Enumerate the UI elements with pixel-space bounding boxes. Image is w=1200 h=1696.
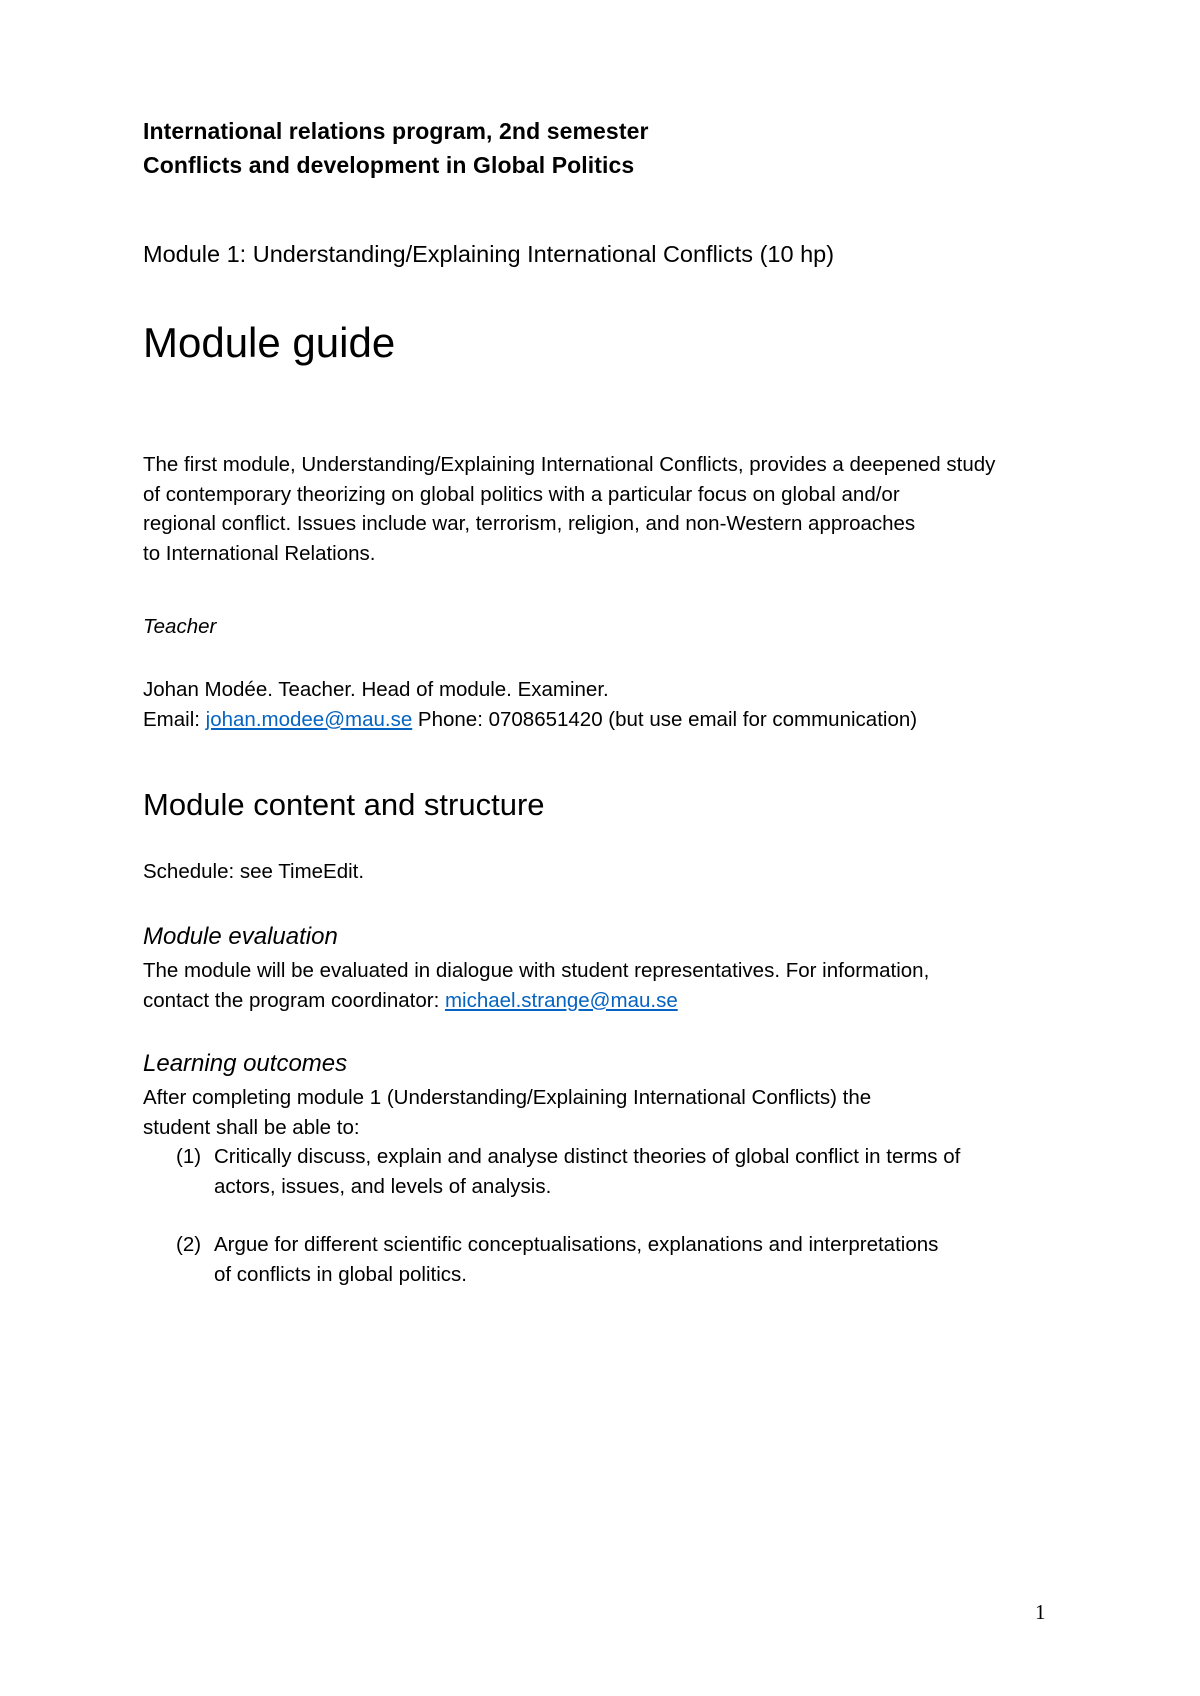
teacher-description: Johan Modée. Teacher. Head of module. Examiner. bbox=[143, 678, 609, 701]
intro-line: of contemporary theorizing on global politics with a particular focus on global and/or bbox=[143, 482, 900, 506]
evaluation-line bbox=[143, 986, 1093, 1016]
outcome-number: (2) bbox=[176, 1233, 202, 1256]
evaluation-heading: Module evaluation bbox=[143, 923, 338, 950]
schedule-text: Schedule: see TimeEdit. bbox=[143, 860, 365, 883]
outcome-text: actors, issues, and levels of analysis. bbox=[214, 1174, 552, 1198]
outcomes-intro-line: After completing module 1 (Understanding/Explaining International Conflicts) the bbox=[143, 1086, 872, 1109]
program-heading bbox=[143, 114, 649, 182]
course-line: Conflicts and development in Global Politics bbox=[143, 152, 635, 178]
teacher-info bbox=[143, 675, 1093, 734]
intro-line: The first module, Understanding/Explaining International Conflicts, provides a deepened study bbox=[143, 453, 996, 476]
intro-paragraph bbox=[143, 450, 1093, 568]
module-line: Module 1: Understanding/Explaining International Conflicts (10 hp) bbox=[143, 241, 835, 267]
content-heading: Module content and structure bbox=[143, 787, 545, 822]
page-title: Module guide bbox=[143, 319, 396, 366]
teacher-contact bbox=[143, 705, 1093, 735]
evaluation-line: The module will be evaluated in dialogue with student representatives. For information, bbox=[143, 959, 930, 982]
program-line: International relations program, 2nd semester bbox=[143, 118, 649, 144]
coordinator-prefix: contact the program coordinator: bbox=[143, 988, 445, 1012]
phone-text: Phone: 0708651420 (but use email for communication) bbox=[412, 707, 918, 731]
list-item bbox=[176, 1142, 1091, 1201]
outcome-number: (1) bbox=[176, 1145, 202, 1168]
evaluation-paragraph bbox=[143, 956, 1093, 1015]
email-label: Email: bbox=[143, 707, 206, 731]
outcome-text: of conflicts in global politics. bbox=[214, 1262, 467, 1286]
outcomes-intro-line: student shall be able to: bbox=[143, 1115, 360, 1139]
outcome-text: Critically discuss, explain and analyse distinct theories of global conflict in terms of bbox=[214, 1145, 961, 1168]
outcome-text: Argue for different scientific conceptualisations, explanations and interpretations bbox=[214, 1233, 939, 1256]
intro-line: to International Relations. bbox=[143, 541, 376, 565]
list-item bbox=[176, 1230, 1091, 1289]
intro-line: regional conflict. Issues include war, terrorism, religion, and non-Western approaches bbox=[143, 512, 916, 535]
learning-outcomes-heading: Learning outcomes bbox=[143, 1050, 348, 1077]
coordinator-email-link[interactable]: michael.strange@mau.se bbox=[444, 988, 678, 1012]
teacher-label: Teacher bbox=[143, 615, 217, 638]
teacher-email-link[interactable]: johan.modee@mau.se bbox=[205, 707, 413, 731]
learning-outcomes-list bbox=[176, 1142, 1091, 1318]
learning-outcomes-intro bbox=[143, 1083, 1093, 1142]
page-number: 1 bbox=[1035, 1600, 1046, 1624]
